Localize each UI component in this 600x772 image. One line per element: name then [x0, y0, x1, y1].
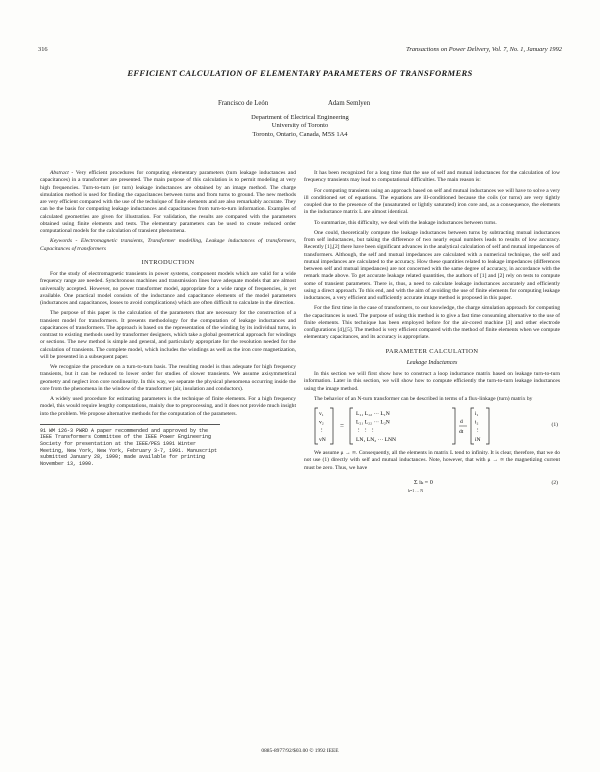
affiliation-city: Toronto, Ontario, Canada, M5S 1A4 [252, 130, 348, 138]
affiliation-university: University of Toronto [271, 122, 329, 130]
intro-paragraph-2: The purpose of this paper is the calculation of the parameters that are necessary for the construction of a transient model for transformers. It presents methodology for the computation of leakage inductances and capacitances of transformers. The approach is based on the representation of the winding by its individual turns, in contrast to existing methods used by transformer designers, which take a global geometrical approach for windings or sections. The new method is simple and general, and particularly appropriate for the resolution needed for the calculation of transients. The complete model, which includes the windings as well as the iron core magnetization, will be presented in a subsequent paper. [40, 310, 296, 360]
equation-1 [304, 406, 560, 446]
eq1-lhs-entry-2: v₂ [319, 419, 324, 426]
abstract-label: Abstract [50, 170, 69, 176]
eq1-rhs-entry-4: iN [475, 436, 481, 443]
section-heading-introduction: INTRODUCTION [141, 258, 195, 266]
equation-2-text: Σ iₖ = 0 [414, 478, 433, 486]
body-paragraph-7: The behavior of an N-turn transformer can be described in terms of a flux-linkage (turn) matrix by [314, 395, 533, 402]
author-2: Adam Semlyen [328, 100, 371, 107]
body-paragraph-8: We assume μ → ∞. Consequently, all the elements in matrix L tend to infinity. It is clear, therefore, that we do not use (1) directly with self and mutual inductances. Note, however, that with μ → ∞ the magnetizing current must be zero. Thus, we have [304, 450, 560, 471]
eq1-matrix-row-2: L₂₁ L₂₂ ··· L₂N [356, 419, 390, 426]
affiliation-department: Department of Electrical Engineering [251, 114, 349, 121]
body-paragraph-5: For the first time in the case of transformers, to our knowledge, the charge simulation approach for computing the capacitances is used. The purpose of using this method is to give a fast time consuming alternative to the use of finite elements. This technique has been employed before for the air-cored machine [3] and other electrode configurations [4],[5]. The method is very efficient compared with the method of finite elements when we compute elementary capacitances, and its accuracy is appropriate. [304, 305, 560, 341]
abstract-text: - Very efficient procedures for computing elementary parameters (turn leakage inductances and capacitances) in a transformer are presented. The main purpose of this calculation is to permit modeling at very high frequencies. Turn-to-turn (or turn) leakage inductances are obtained by an image method. The charge simulation method is used for finding the capacitances between turns and from turns to ground. The new methods are very efficient compared with the use of the technique of finite elements and are also remarkably accurate. They can be the basis for computing leakage inductances and capacitances from turn-to-turn information. Examples of calculated geometries are given for illustration. For validation, the results are compared with the parameters obtained using finite elements and tests. The elementary parameters can be used to create reduced order computational models for the calculation of transient phenomena. [40, 170, 296, 234]
eq1-rhs-entry-2: i₂ [475, 419, 479, 426]
intro-paragraph-1: For the study of electromagnetic transients in power systems, component models which are valid for a wide frequency range are needed. Synchronous machines and transmission lines have adequate models that are almost universally accepted. However, no power transformer model, appropriate for a wide range of frequencies, is yet available. One practical model consists of the inductance and capacitance elements of the model parameters (inductances and capacitances, losses to avoid complications) which are often difficult to calculate in the direction. [40, 271, 296, 306]
body-paragraph-4: One could, theoretically compute the leakage inductances between turns by subtracting mutual inductances from self inductances, but taking the difference of two nearly equal numbers leads to results of low accuracy. Recently [1],[2] there have been significant advances in the analytical calculation of self and mutual impedances of transformers. Although, the self and mutual impedances are calculated with a numerical technique, the self and mutual impedances are calculated to the accuracy. How these quantities related to leakage impedances (differences between self and mutual impedances) are not concerned with the same degree of accuracy, in accordance with the remark made above. To get accurate leakage related quantities, the authors of [1] and [2] rely on tests to compute some of transient parameters. There is, thus, a need to calculate leakage inductances accurately and efficiently using a direct approach. To this end, and with the aim of avoiding the use of finite elements for computing leakage inductances, a very efficient and sufficiently accurate image method is proposed in this paper. [304, 229, 560, 301]
body-paragraph-3: To summarize, this difficulty, we deal with the leakage inductances between turns. [314, 219, 497, 226]
equation-1-graphic [304, 406, 534, 446]
section-heading-parameter-calculation: PARAMETER CALCULATION [385, 347, 479, 355]
eq1-deriv-num: d [460, 419, 463, 425]
equation-1-number: (1) [551, 422, 558, 428]
equation-2-limits: k=1 … N [408, 487, 424, 493]
right-column [304, 170, 560, 495]
body-paragraph-6: In this section we will first show how to construct a loop inductance matrix based on leakage turn-to-turn information. Later in this section, we will show how to compute efficiently the turn-to-turn leakage inductances using the image method. [304, 371, 560, 392]
eq1-lhs-entry-1: v₁ [319, 411, 324, 417]
author-1: Francisco de León [218, 100, 269, 107]
svg-text:=: = [340, 422, 344, 430]
body-paragraph-1: It has been recognized for a long time that the use of self and mutual inductances for the calculation of low frequency transients may lead to computational difficulties. The main reason is: [304, 170, 560, 184]
keywords-label: Keywords [50, 238, 72, 245]
left-column [40, 170, 296, 467]
eq1-matrix-row-3: ⋮ ⋮ ⋮ [356, 428, 376, 435]
eq1-rhs-entry-1: i₁ [475, 411, 479, 417]
body-paragraph-2: For computing transients using an approach based on self and mutual inductances we will have to solve a very ill conditioned set of equations. The equations are ill-conditioned because the coils (or turns) are very tightly coupled due to the presence of the (unsaturated or lightly saturated) iron core and, as a consequence, the elements in the inductance matrix L are almost identical. [304, 187, 560, 216]
equation-2-number: (2) [551, 479, 558, 486]
eq1-lhs-entry-4: vN [319, 436, 326, 443]
subsection-heading-leakage: Leakage Inductances [406, 359, 458, 366]
intro-paragraph-4: A widely used procedure for estimating parameters is the technique of finite elements. For a high frequency model, this would require lengthy computations, mainly due to preprocessing, and it does not provide much insight into the problem. We propose alternative methods for the computation of the parameters. [40, 396, 296, 417]
eq1-matrix-row-1: L₁₁ L₁₂ ··· L₁N [356, 411, 390, 417]
eq1-matrix-row-4: LN₁ LN₂ ··· LNN [356, 436, 397, 443]
copyright-line: 0885-8977/92/$03.00 © 1992 IEEE [261, 748, 339, 754]
eq1-lhs-entry-3: ⋮ [319, 428, 325, 435]
abstract [40, 170, 296, 235]
keywords-text: - Electromagnetic transients, Transformer modelling, Leakage inductances of transformers, Capacitances of transformers [40, 238, 296, 252]
eq1-rhs-entry-3: ⋮ [475, 428, 481, 435]
page-header [38, 46, 562, 58]
eq1-deriv-den: dt [459, 429, 464, 435]
page-number: 316 [38, 46, 48, 53]
intro-paragraph-3: We recognize the procedure on a turn-to-turn basis. The resulting model is thus adequate for high frequency transients, but it can be reduced to lower order for studies of slower transients. We assume axisymmetrical geometry and neglect iron core nonlinearity. In this way, we separate the physical phenomena occurring inside the core from the phenomena in the window of the transformer (air, insulation and conductors). [40, 364, 296, 392]
journal-name: Transactions on Power Delivery, Vol. 7, No. 1, January 1992 [406, 46, 562, 53]
affiliation [0, 114, 600, 139]
paper-title: EFFICIENT CALCULATION OF ELEMENTARY PARAMETERS OF TRANSFORMERS [127, 68, 473, 78]
footnote: 91 WM 126-3 PWRD A paper recommended and approved by the IEEE Transformers Committee of the IEEE Power Engineering Society for presentation at the IEEE/PES 1991 Winter Meeting, New York, New York, February 3-7, 1991. Manuscript submitted January 28, 1990; made available for printing November 13, 1990. [40, 424, 220, 468]
equation-2 [304, 475, 560, 493]
keywords [40, 238, 296, 253]
